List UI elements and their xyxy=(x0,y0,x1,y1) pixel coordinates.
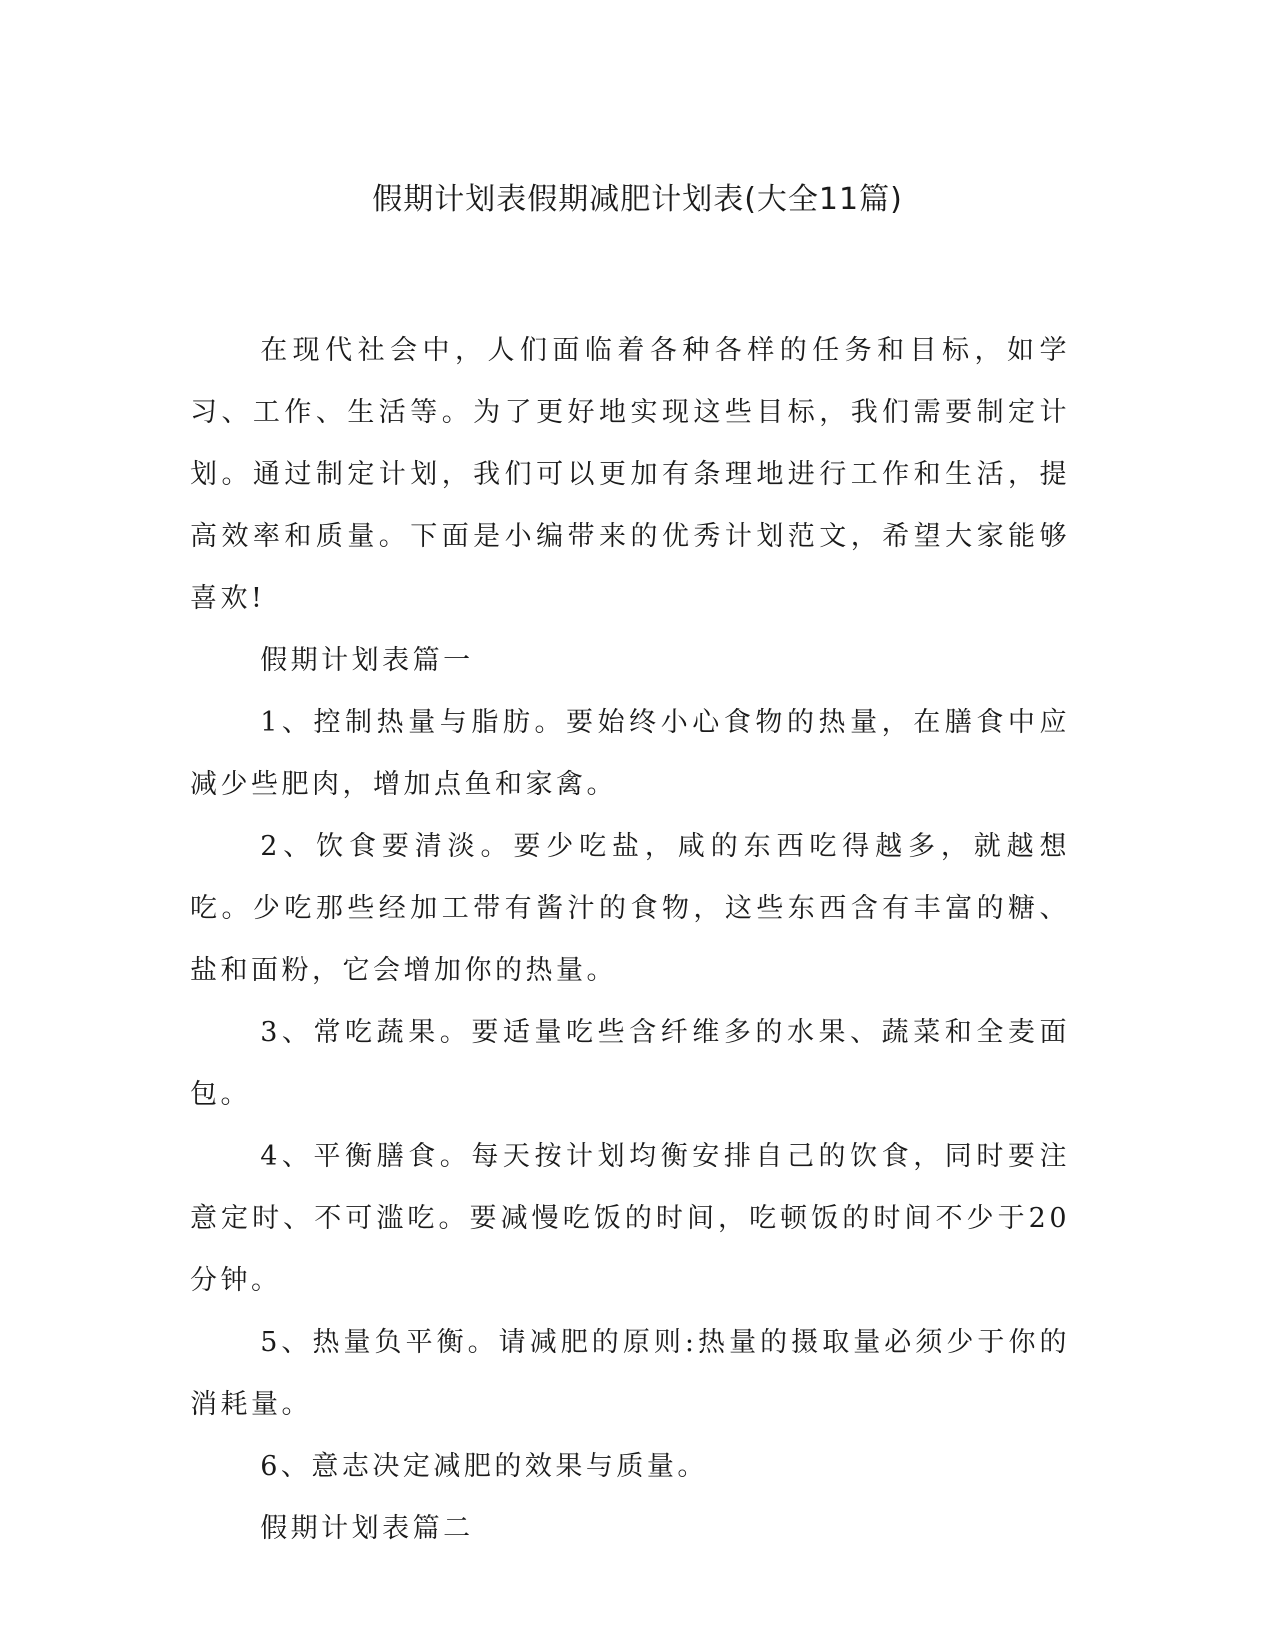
list-item-5: 5、热量负平衡。请减肥的原则:热量的摄取量必须少于你的消耗量。 xyxy=(190,1327,1070,1420)
document-body xyxy=(190,320,1070,1560)
list-item-6: 6、意志决定减肥的效果与质量。 xyxy=(260,1451,708,1482)
intro-paragraph: 在现代社会中，人们面临着各种各样的任务和目标，如学习、工作、生活等。为了更好地实现这些目标，我们需要制定计划。通过制定计划，我们可以更加有条理地进行工作和生活，提高效率和质量。下面是小编带来的优秀计划范文，希望大家能够喜欢! xyxy=(190,335,1070,614)
list-item-2: 2、饮食要清淡。要少吃盐，咸的东西吃得越多，就越想吃。少吃那些经加工带有酱汁的食物，这些东西含有丰富的糖、盐和面粉，它会增加你的热量。 xyxy=(190,831,1070,986)
document-title: 假期计划表假期减肥计划表(大全11篇) xyxy=(372,182,903,217)
section-heading-2: 假期计划表篇二 xyxy=(260,1513,474,1544)
list-item-3: 3、常吃蔬果。要适量吃些含纤维多的水果、蔬菜和全麦面包。 xyxy=(190,1017,1070,1110)
list-item-1: 1、控制热量与脂肪。要始终小心食物的热量，在膳食中应减少些肥肉，增加点鱼和家禽。 xyxy=(190,707,1070,800)
list-item-4: 4、平衡膳食。每天按计划均衡安排自己的饮食，同时要注意定时、不可滥吃。要减慢吃饭的时间，吃顿饭的时间不少于20分钟。 xyxy=(190,1141,1070,1296)
section-heading-1: 假期计划表篇一 xyxy=(260,645,474,676)
